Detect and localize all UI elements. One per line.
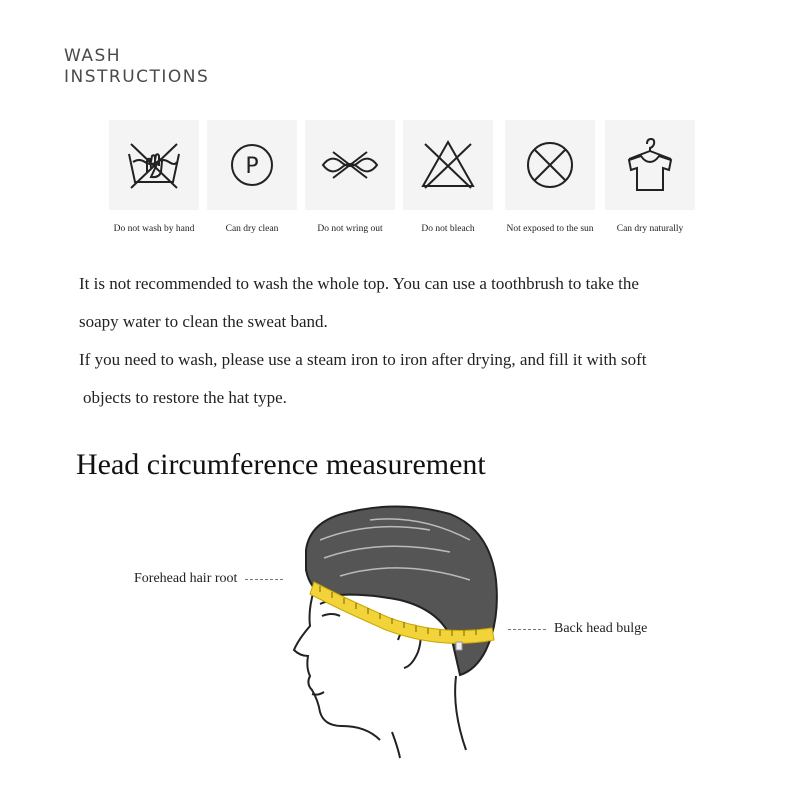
care-item-sun [499,120,601,234]
care-label: Not exposed to the sun [506,224,594,234]
hang-dry-shirt-icon [605,120,695,210]
measurement-title: Head circumference measurement [76,448,486,481]
instruction-paragraph-2 [79,341,769,417]
back-head-label: Back head bulge [554,621,648,636]
care-item-dry-clean [201,120,303,234]
care-item-hang-dry [599,120,701,234]
svg-text:P: P [245,154,259,179]
care-label: Do not wash by hand [113,224,195,234]
wash-instructions-heading [64,46,209,88]
callout-leader [245,579,283,580]
hand-wash-crossed-icon [109,120,199,210]
care-item-bleach [397,120,499,234]
care-label: Do not bleach [421,224,475,234]
wring-crossed-icon [305,120,395,210]
dry-clean-p-icon [207,120,297,210]
instruction-line: objects to restore the hat type. [83,388,287,407]
instruction-line: soapy water to clean the sweat band. [79,312,328,331]
care-item-wring [299,120,401,234]
instruction-line: It is not recommended to wash the whole top. You can use a toothbrush to take the [79,274,639,293]
care-label: Do not wring out [317,224,383,234]
care-label: Can dry naturally [616,224,684,234]
instruction-paragraph-1 [79,265,769,341]
hair-shape [306,506,497,675]
care-icon-row [103,120,703,245]
instruction-line: If you need to wash, please use a steam iron to iron after drying, and fill it with soft [79,350,647,369]
sun-crossed-icon [505,120,595,210]
bleach-crossed-icon [403,120,493,210]
forehead-callout [134,571,291,587]
forehead-label: Forehead hair root [134,571,238,586]
care-item-hand-wash [103,120,205,234]
wash-heading-line1: WASH [64,46,122,66]
head-illustration [280,500,540,760]
wash-heading-line2: INSTRUCTIONS [64,67,210,87]
care-label: Can dry clean [225,224,279,234]
